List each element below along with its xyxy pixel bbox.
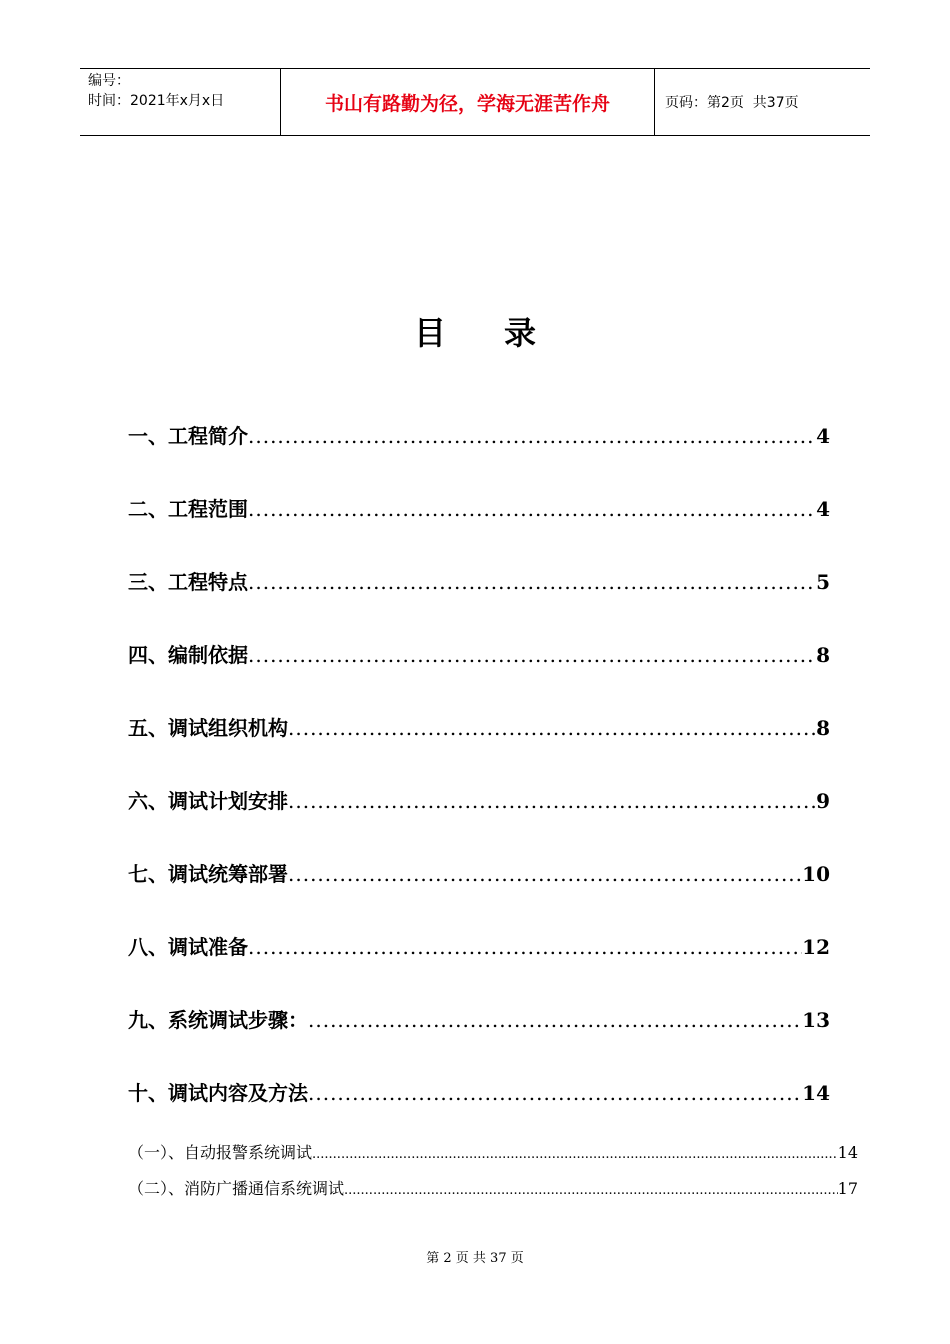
sub-table-of-contents (128, 1140, 858, 1212)
time-label: 时间：2021年x月x日 (88, 93, 225, 109)
toc-entry-label: 十、调试内容及方法 (128, 1081, 308, 1105)
toc-entry-page: 12 (802, 935, 830, 959)
page-title (0, 308, 950, 354)
toc-entry-page: 9 (816, 789, 830, 813)
header-meta (80, 69, 281, 135)
toc-subentry[interactable] (128, 1140, 858, 1176)
toc-subentry-label: （二）、消防广播通信系统调试 (128, 1179, 345, 1198)
toc-entry-page: 13 (802, 1008, 830, 1032)
toc-entry-page: 4 (816, 424, 830, 448)
dot-leader (248, 570, 816, 594)
toc-subentry[interactable] (128, 1176, 858, 1212)
toc-subentry-page: 17 (837, 1179, 858, 1198)
title-right: 录 (504, 314, 537, 352)
toc-subentry-page: 14 (837, 1143, 858, 1162)
header-page-info (655, 69, 870, 135)
toc-entry[interactable] (128, 858, 830, 931)
toc-entry[interactable] (128, 639, 830, 712)
dot-leader (248, 643, 816, 667)
dot-leader (248, 497, 816, 521)
dot-leader (248, 424, 816, 448)
toc-entry[interactable] (128, 785, 830, 858)
dot-leader (308, 1008, 802, 1032)
toc-entry[interactable] (128, 566, 830, 639)
toc-entry-page: 10 (802, 862, 830, 886)
number-label: 编号： (88, 73, 130, 89)
toc-entry-label: 六、调试计划安排 (128, 789, 288, 813)
page-footer: 第 2 页 共 37 页 (426, 1251, 524, 1266)
page-info-text: 页码：第2页 共37页 (665, 95, 799, 111)
header-motto: 书山有路勤为径，学海无涯苦作舟 (281, 69, 655, 135)
toc-entry[interactable] (128, 493, 830, 566)
toc-entry-label: 一、工程简介 (128, 424, 248, 448)
toc-entry-page: 14 (802, 1081, 830, 1105)
dot-leader (288, 716, 816, 740)
dot-leader (248, 935, 802, 959)
toc-entry-label: 三、工程特点 (128, 570, 248, 594)
dot-leader (308, 1081, 802, 1105)
toc-entry-label: 二、工程范围 (128, 497, 248, 521)
toc-entry[interactable] (128, 931, 830, 1004)
dot-leader (288, 862, 802, 886)
toc-entry-label: 七、调试统筹部署 (128, 862, 288, 886)
dot-leader (312, 1147, 838, 1162)
toc-entry[interactable] (128, 712, 830, 785)
toc-entry-page: 5 (816, 570, 830, 594)
toc-entry-page: 4 (816, 497, 830, 521)
toc-entry-page: 8 (816, 643, 830, 667)
page-header (80, 68, 870, 136)
dot-leader (344, 1183, 838, 1198)
toc-entry[interactable] (128, 420, 830, 493)
title-left: 目 (413, 314, 446, 352)
dot-leader (288, 789, 816, 813)
toc-entry[interactable] (128, 1004, 830, 1077)
toc-entry-label: 九、系统调试步骤： (128, 1008, 308, 1032)
toc-subentry-label: （一）、自动报警系统调试 (128, 1143, 313, 1162)
toc-entry-label: 四、编制依据 (128, 643, 248, 667)
table-of-contents (128, 420, 830, 1150)
toc-entry-label: 八、调试准备 (128, 935, 248, 959)
toc-entry-label: 五、调试组织机构 (128, 716, 288, 740)
toc-entry-page: 8 (816, 716, 830, 740)
